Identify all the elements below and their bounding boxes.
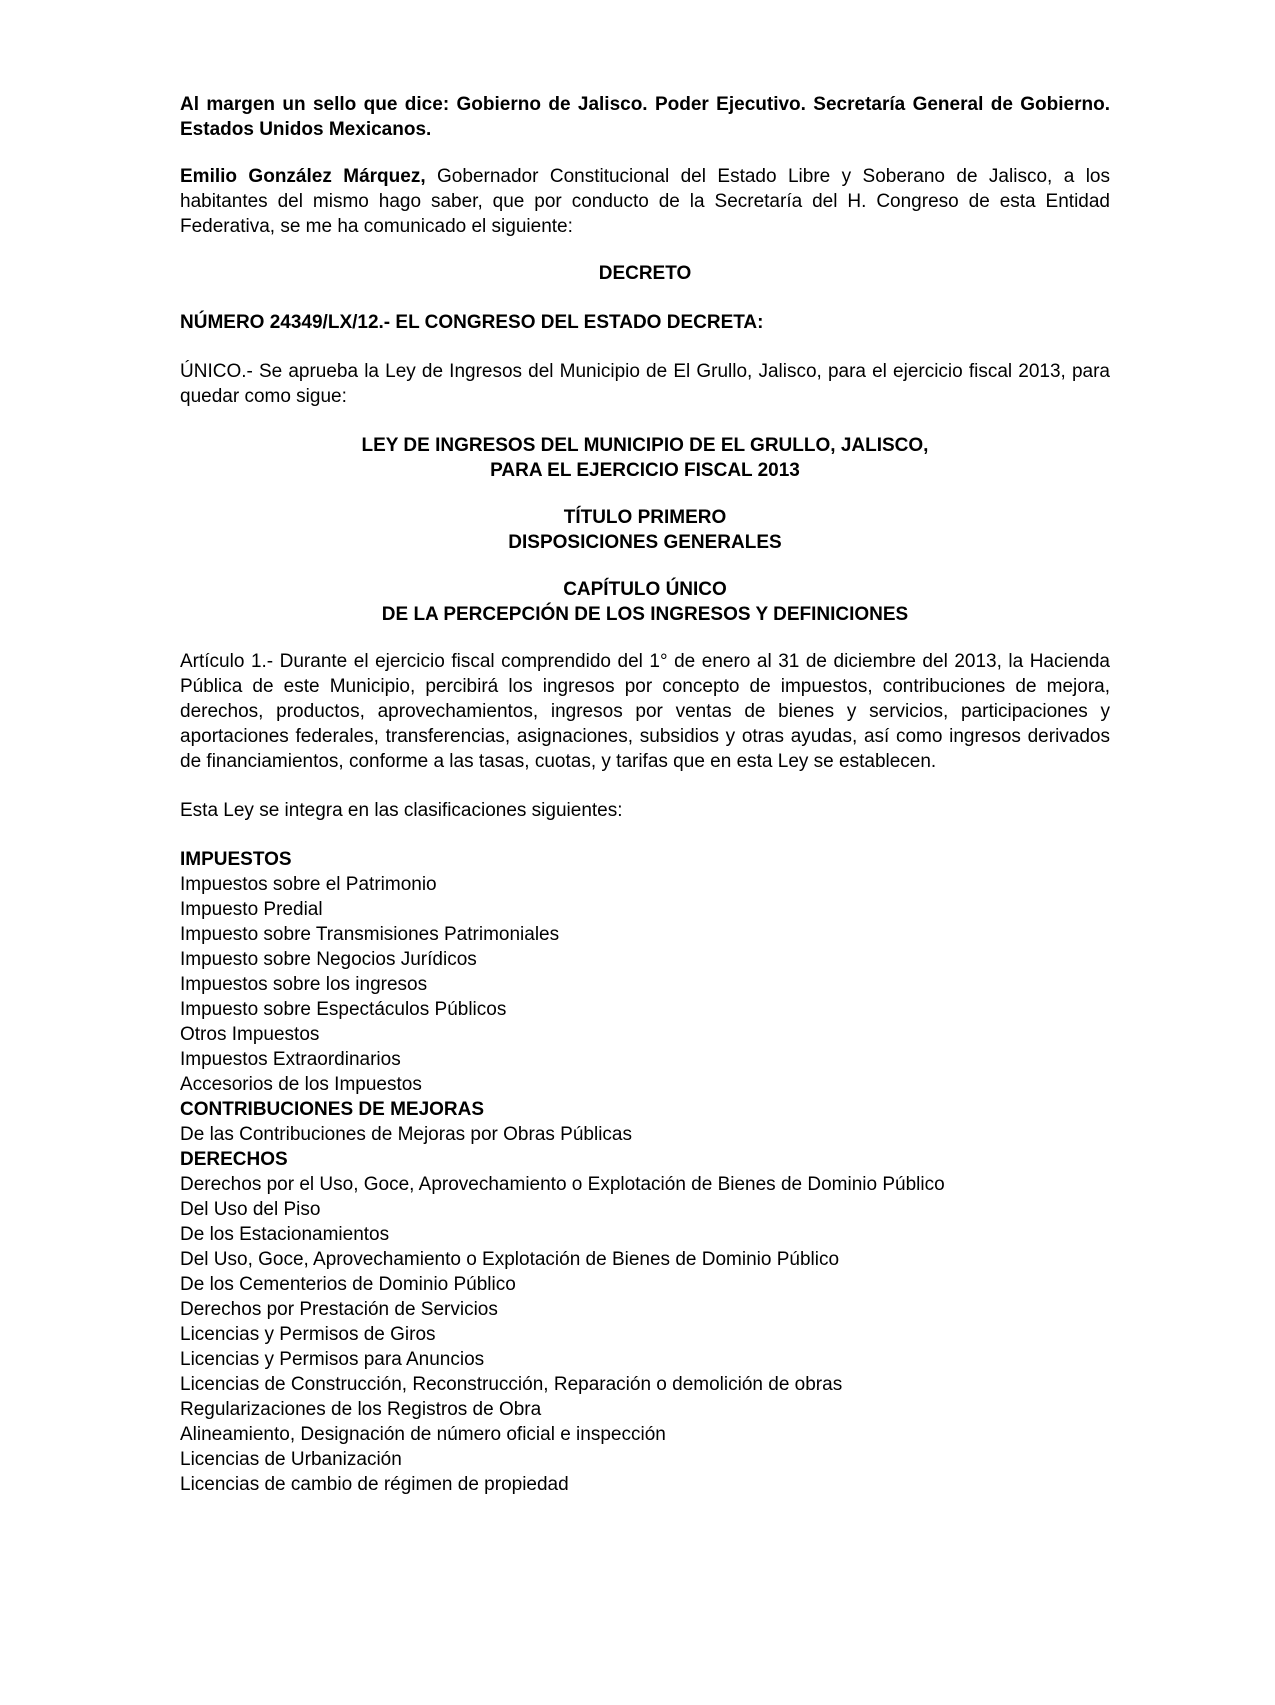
chapter-line2: DE LA PERCEPCIÓN DE LOS INGRESOS Y DEFINICIONES	[381, 604, 909, 625]
category-heading-contribuciones: CONTRIBUCIONES DE MEJORAS	[180, 1099, 485, 1120]
list-item: Impuesto Predial	[180, 899, 323, 920]
category-heading-impuestos: IMPUESTOS	[180, 849, 292, 870]
law-title-line1: LEY DE INGRESOS DEL MUNICIPIO DE EL GRULLO, JALISCO,	[361, 435, 929, 456]
law-title-line2: PARA EL EJERCICIO FISCAL 2013	[490, 460, 800, 481]
article-1-paragraph: Artículo 1.- Durante el ejercicio fiscal comprendido del 1° de enero al 31 de diciembre del 2013, la Hacienda Pública de este Municipio, percibirá los ingresos por concepto de impuestos, contribuciones de mejora, derechos, productos, aprovechamientos, ingresos por ventas de bienes y servicios, participaciones y aportaciones federales, transferencias, asignaciones, subsidios y otras ayudas, así como ingresos derivados de financiamientos, conforme a las tasas, cuotas, y tarifas que en esta Ley se establecen.	[180, 651, 1110, 772]
integration-paragraph: Esta Ley se integra en las clasificaciones siguientes:	[180, 800, 623, 821]
list-item: Impuesto sobre Espectáculos Públicos	[180, 999, 507, 1020]
category-heading-derechos: DERECHOS	[180, 1149, 288, 1170]
list-item: Licencias y Permisos de Giros	[180, 1324, 436, 1345]
decree-number: NÚMERO 24349/LX/12.- EL CONGRESO DEL ESTADO DECRETA:	[180, 312, 764, 333]
list-item: De las Contribuciones de Mejoras por Obras Públicas	[180, 1124, 632, 1145]
list-item: Alineamiento, Designación de número oficial e inspección	[180, 1424, 666, 1445]
list-item: Derechos por el Uso, Goce, Aprovechamiento o Explotación de Bienes de Dominio Público	[180, 1174, 945, 1195]
seal-note: Al margen un sello que dice: Gobierno de Jalisco. Poder Ejecutivo. Secretaría General de Gobierno. Estados Unidos Mexicanos.	[180, 94, 1110, 140]
list-item: Del Uso, Goce, Aprovechamiento o Explotación de Bienes de Dominio Público	[180, 1249, 840, 1270]
governor-text: Gobernador Constitucional del Estado Libre y Soberano de Jalisco, a los habitantes del mismo hago saber, que por conducto de la Secretaría del H. Congreso de esta Entidad Federativa, se me ha comunicado el siguiente:	[180, 166, 1110, 237]
list-item: Otros Impuestos	[180, 1024, 320, 1045]
list-item: Licencias de Construcción, Reconstrucción, Reparación o demolición de obras	[180, 1374, 843, 1395]
list-item: Regularizaciones de los Registros de Obra	[180, 1399, 542, 1420]
list-item: Impuestos sobre el Patrimonio	[180, 874, 437, 895]
classification-list	[180, 847, 1110, 1497]
list-item: De los Cementerios de Dominio Público	[180, 1274, 516, 1295]
governor-name: Emilio González Márquez,	[180, 166, 426, 187]
list-item: Impuestos sobre los ingresos	[180, 974, 428, 995]
list-item: Derechos por Prestación de Servicios	[180, 1299, 498, 1320]
law-title	[180, 433, 1110, 483]
governor-paragraph	[180, 164, 1110, 239]
unico-paragraph: ÚNICO.- Se aprueba la Ley de Ingresos del Municipio de El Grullo, Jalisco, para el ejercicio fiscal 2013, para quedar como sigue:	[180, 361, 1110, 407]
document-page	[180, 92, 1110, 1497]
list-item: Licencias de cambio de régimen de propiedad	[180, 1474, 569, 1495]
list-item: Licencias de Urbanización	[180, 1449, 402, 1470]
title-line2: DISPOSICIONES GENERALES	[508, 532, 782, 553]
list-item: Licencias y Permisos para Anuncios	[180, 1349, 485, 1370]
decree-heading: DECRETO	[598, 263, 692, 284]
list-item: Accesorios de los Impuestos	[180, 1074, 422, 1095]
title-heading	[180, 505, 1110, 555]
list-item: Impuesto sobre Negocios Jurídicos	[180, 949, 477, 970]
list-item: Del Uso del Piso	[180, 1199, 321, 1220]
chapter-heading	[180, 577, 1110, 627]
list-item: Impuesto sobre Transmisiones Patrimoniales	[180, 924, 560, 945]
list-item: Impuestos Extraordinarios	[180, 1049, 401, 1070]
chapter-line1: CAPÍTULO ÚNICO	[563, 579, 727, 600]
list-item: De los Estacionamientos	[180, 1224, 390, 1245]
title-line1: TÍTULO PRIMERO	[563, 507, 727, 528]
